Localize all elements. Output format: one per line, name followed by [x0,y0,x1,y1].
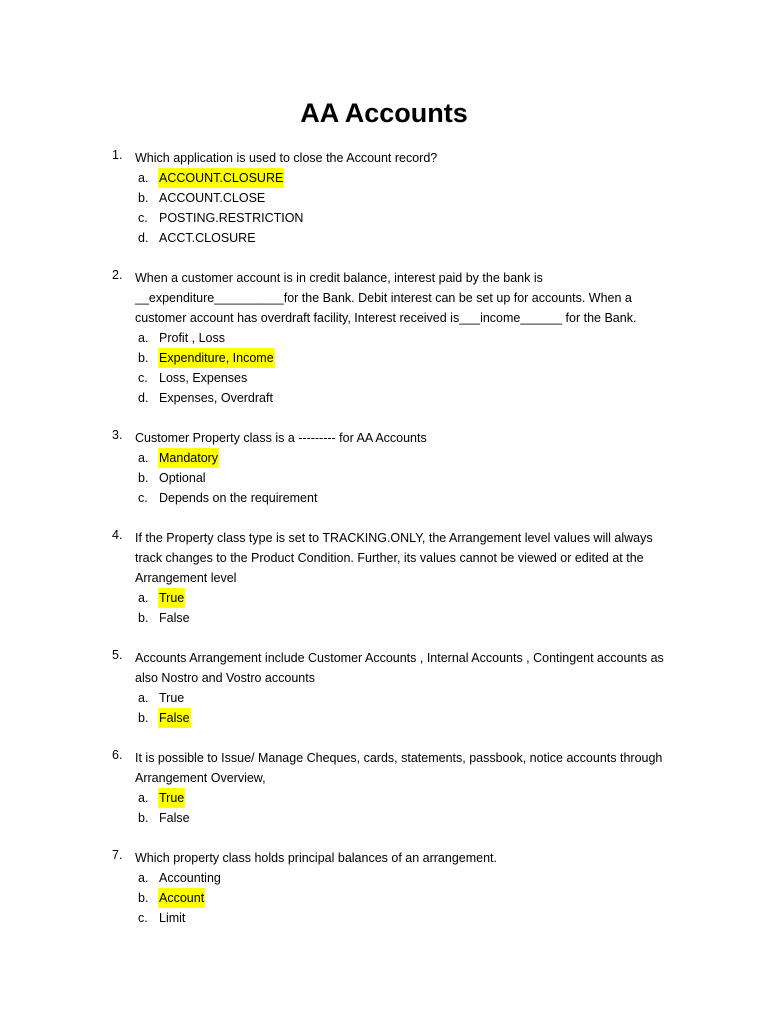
option-b [112,608,682,628]
option-text: Limit [159,911,186,925]
option-a [112,328,682,348]
option-letter: a. [138,331,149,345]
question-text: If the Property class type is set to TRACKING.ONLY, the Arrangement level values will always track changes to the Product Condition. Further, its values cannot be viewed or edited at the Arrangement level [135,531,653,585]
option-letter: c. [138,211,148,225]
option-text: Profit , Loss [159,331,225,345]
option-text: False [159,811,190,825]
option-letter: d. [138,231,149,245]
question-number: 3. [112,428,123,442]
option-text-highlighted: Expenditure, Income [158,348,275,368]
question-7 [112,848,682,928]
question-text: Accounts Arrangement include Customer Accounts , Internal Accounts , Contingent accounts as also Nostro and Vostro accounts [135,651,664,685]
option-a [112,788,682,808]
option-list [112,868,682,928]
option-c [112,488,682,508]
option-c [112,208,682,228]
question-number: 6. [112,748,123,762]
option-text-highlighted: Mandatory [158,448,219,468]
option-text: ACCT.CLOSURE [159,231,256,245]
option-a [112,168,682,188]
option-letter: b. [138,891,149,905]
option-a [112,688,682,708]
option-a [112,868,682,888]
option-c [112,368,682,388]
option-letter: a. [138,691,149,705]
question-number: 2. [112,268,123,282]
option-text: POSTING.RESTRICTION [159,211,304,225]
option-text: Depends on the requirement [159,491,318,505]
option-text-highlighted: Account [158,888,205,908]
option-letter: b. [138,191,149,205]
option-b [112,468,682,488]
option-letter: a. [138,451,149,465]
option-b [112,888,682,908]
question-3 [112,428,682,508]
document-title: AA Accounts [300,98,468,128]
option-text-highlighted: True [158,588,185,608]
option-letter: b. [138,711,149,725]
option-list [112,168,682,248]
option-text-highlighted: ACCOUNT.CLOSURE [158,168,284,188]
option-text: Optional [159,471,206,485]
question-6 [112,748,682,828]
question-number: 1. [112,148,123,162]
option-text-highlighted: True [158,788,185,808]
option-text: Loss, Expenses [159,371,248,385]
option-list [112,688,682,728]
option-d [112,388,682,408]
option-letter: a. [138,871,149,885]
option-text: True [159,691,185,705]
option-letter: c. [138,491,148,505]
option-letter: b. [138,811,149,825]
question-text: When a customer account is in credit balance, interest paid by the bank is __expenditure__________for the Bank. Debit interest can be set up for accounts. When a customer account has overdraft facility, Interest received is___income______ for the Bank. [135,271,637,325]
option-text: False [159,611,190,625]
question-2 [112,268,682,408]
option-letter: c. [138,371,148,385]
option-a [112,448,682,468]
question-number: 5. [112,648,123,662]
question-text: Which application is used to close the Account record? [135,151,438,165]
option-list [112,588,682,628]
question-number: 4. [112,528,123,542]
option-b [112,708,682,728]
question-4 [112,528,682,628]
question-text: Which property class holds principal balances of an arrangement. [135,851,497,865]
option-text: Accounting [159,871,221,885]
option-letter: a. [138,171,149,185]
question-text: It is possible to Issue/ Manage Cheques, cards, statements, passbook, notice accounts through Arrangement Overview, [135,751,663,785]
option-text-highlighted: False [158,708,191,728]
option-list [112,448,682,508]
option-letter: d. [138,391,149,405]
option-list [112,328,682,408]
option-d [112,228,682,248]
question-5 [112,648,682,728]
option-letter: b. [138,471,149,485]
question-1 [112,148,682,248]
question-text: Customer Property class is a --------- for AA Accounts [135,431,427,445]
option-letter: a. [138,791,149,805]
option-letter: b. [138,611,149,625]
option-letter: a. [138,591,149,605]
option-text: ACCOUNT.CLOSE [159,191,266,205]
option-a [112,588,682,608]
option-b [112,808,682,828]
option-c [112,908,682,928]
option-letter: b. [138,351,149,365]
option-text: Expenses, Overdraft [159,391,273,405]
question-number: 7. [112,848,123,862]
option-b [112,348,682,368]
option-letter: c. [138,911,148,925]
option-b [112,188,682,208]
option-list [112,788,682,828]
